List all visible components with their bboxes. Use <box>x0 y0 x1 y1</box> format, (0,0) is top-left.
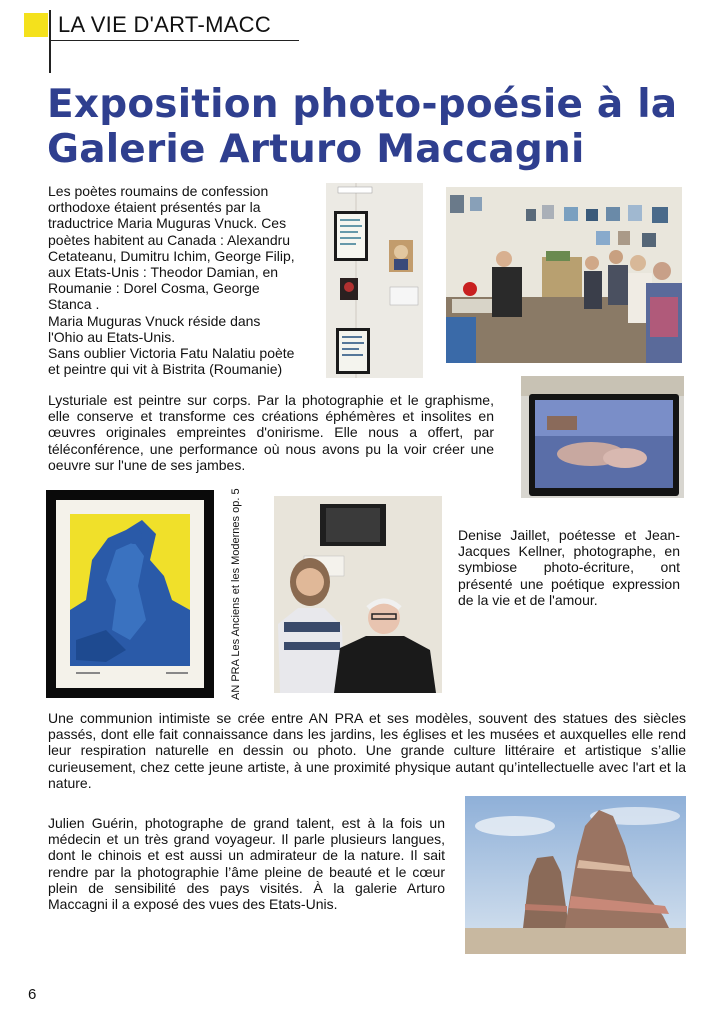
intro-line: Roumanie : Dorel Cosma, George <box>48 280 260 297</box>
header-yellow-square <box>24 13 48 37</box>
intro-line: poètes habitent au Canada : Alexandru <box>48 231 291 248</box>
intro-line: aux Etats-Unis : Theodor Damian, en <box>48 264 279 281</box>
intro-paragraph <box>48 183 323 377</box>
section-title: LA VIE D'ART-MACC <box>58 12 272 37</box>
article-title-line-2: Galerie Arturo Maccagni <box>47 127 585 172</box>
artwork-print-image <box>46 490 214 698</box>
intro-line: et peintre qui vit à Bistrita (Roumanie) <box>48 361 283 378</box>
intro-line: Sans oublier Victoria Fatu Nalatiu poète <box>48 345 295 362</box>
couple-portrait-image <box>274 496 442 693</box>
intro-line: Cetateanu, Dumitru Ichim, George Filip, <box>48 247 295 264</box>
julien-paragraph: Julien Guérin, photographe de grand talent, est à la fois un médecin et un très grand voyageur. Il parle plusieurs langues, dont le chinois et est aussi un admirateur de la nature. Il sait rendre par la photographie l’âme pleine de beauté et le cœur plein de sensibilité des pays visités. À la galerie Arturo Maccagni il a exposé des vues des Etats-Unis. <box>48 815 445 913</box>
artwork-caption: AN PRA Les Anciens et les Modernes op. 5 <box>230 488 242 700</box>
gallery-wall-image <box>326 183 423 378</box>
intro-line: orthodoxe étaient présentés par la <box>48 199 261 216</box>
artwork-an-pra-print <box>46 490 214 698</box>
desert-rock-image <box>465 796 686 954</box>
photo-desert-rock <box>465 796 686 954</box>
gallery-audience-image <box>446 187 682 363</box>
photo-videoconference-screen <box>521 376 684 498</box>
photo-couple-portrait <box>274 496 442 693</box>
intro-line: Stanca . <box>48 296 100 313</box>
article-title <box>47 82 687 172</box>
lysturiale-paragraph: Lysturiale est peintre sur corps. Par la photographie et le graphisme, elle conserve et transforme ces créations éphémères et insolites en œuvres originales empreintes d'onirisme. Elle nous a offert, par téléconférence, une performance où nous avons pu la voir créer une oeuvre sur l'une de ses jambes. <box>48 392 494 473</box>
intro-line: Maria Muguras Vnuck réside dans <box>48 312 261 329</box>
denise-paragraph: Denise Jaillet, poétesse et Jean-Jacques Kellner, photographe, en symbiose photo-écriture, ont présenté une poétique expression de la vie et de l'amour. <box>458 527 680 608</box>
article-title-line-1: Exposition photo-poésie à la <box>47 82 678 127</box>
photo-gallery-wall <box>326 183 423 378</box>
intro-line: Les poètes roumains de confession <box>48 183 269 199</box>
videoconference-image <box>521 376 684 498</box>
intro-line: traductrice Maria Muguras Vnuck. Ces <box>48 215 287 232</box>
communion-paragraph: Une communion intimiste se crée entre AN PRA et ses modèles, souvent des statues des siècles passés, dont elle fait connaissance dans les jardins, les églises et les musées et auxquelles elle rend leur respiration naturelle en dessin ou photo. Une grande culture littéraire et artistique s’allie curieusement, chez cette jeune artiste, à une proximité physique autant qu’intellectuelle avec l'art et la nature. <box>48 710 686 791</box>
header-vertical-rule <box>49 10 51 73</box>
header-horizontal-rule <box>49 40 299 41</box>
intro-line: l'Ohio au Etats-Unis. <box>48 328 176 345</box>
page-number: 6 <box>28 986 37 1003</box>
photo-gallery-audience <box>446 187 682 363</box>
